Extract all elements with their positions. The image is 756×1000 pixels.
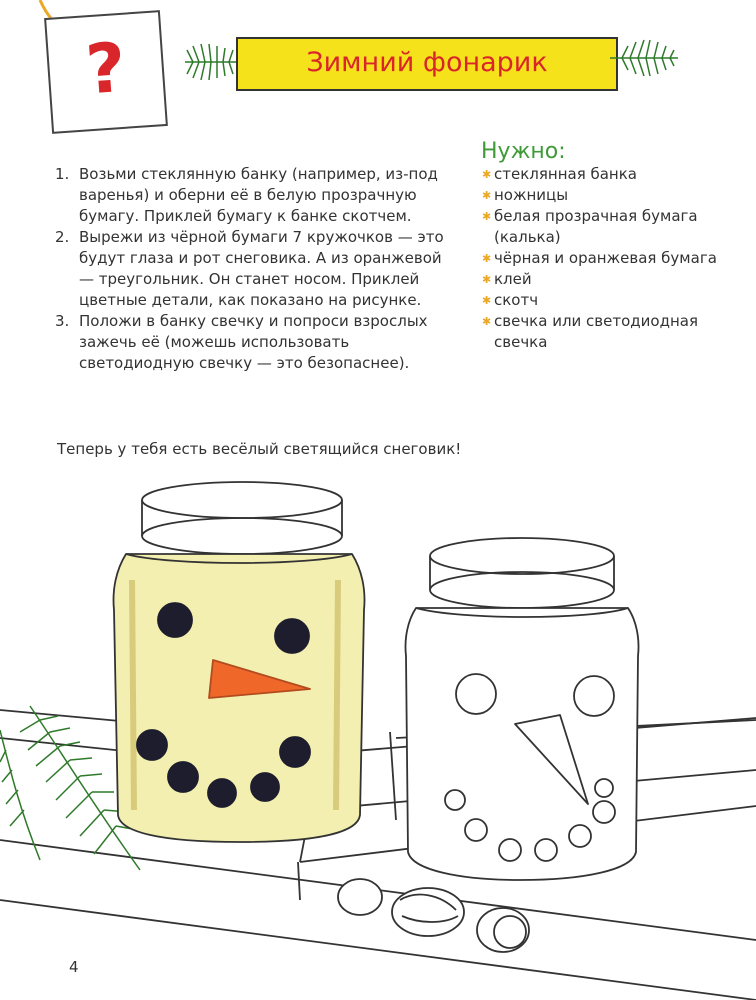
needs-item: ✱ белая прозрачная бумага (калька) xyxy=(482,207,698,246)
needs-item: ✱ стеклянная банка xyxy=(482,165,637,183)
illustration-jars xyxy=(0,470,756,1000)
title-banner xyxy=(236,37,618,91)
question-tag xyxy=(44,10,168,134)
instruction-steps xyxy=(55,164,445,374)
step-item: 2. Вырежи из чёрной бумаги 7 кружочков — это будут глаза и рот снеговика. А из оранжевой — треугольник. Он станет носом. Приклей цветные детали, как показано на рисунке. xyxy=(55,228,444,309)
needs-list xyxy=(482,164,742,353)
needs-item: ✱ клей xyxy=(482,270,532,288)
step-item: 1. Возьми стеклянную банку (например, из-под варенья) и оберни её в белую прозрачную бумагу. Приклей бумагу к банке скотчем. xyxy=(55,165,438,225)
star-bullet-icon: ✱ xyxy=(482,189,492,202)
step-item: 3. Положи в банку свечку и попроси взрослых зажечь её (можешь использовать светодиодную свечку — это безопаснее). xyxy=(55,312,428,372)
star-bullet-icon: ✱ xyxy=(482,294,492,307)
fir-branch-right-icon xyxy=(608,24,680,94)
star-bullet-icon: ✱ xyxy=(482,315,492,328)
final-text: Теперь у тебя есть весёлый светящийся снеговик! xyxy=(57,440,462,458)
needs-item: ✱ свечка или светодиодная свечка xyxy=(482,312,698,351)
star-bullet-icon: ✱ xyxy=(482,273,492,286)
needs-item: ✱ ножницы xyxy=(482,186,569,204)
star-bullet-icon: ✱ xyxy=(482,168,492,181)
needs-item: ✱ чёрная и оранжевая бумага xyxy=(482,249,717,267)
question-mark-icon: ? xyxy=(83,28,129,111)
star-bullet-icon: ✱ xyxy=(482,252,492,265)
star-bullet-icon: ✱ xyxy=(482,210,492,223)
needs-title: Нужно: xyxy=(481,139,566,164)
needs-item: ✱ скотч xyxy=(482,291,539,309)
page-title: Зимний фонарик xyxy=(306,47,548,78)
page-number: 4 xyxy=(69,958,79,976)
